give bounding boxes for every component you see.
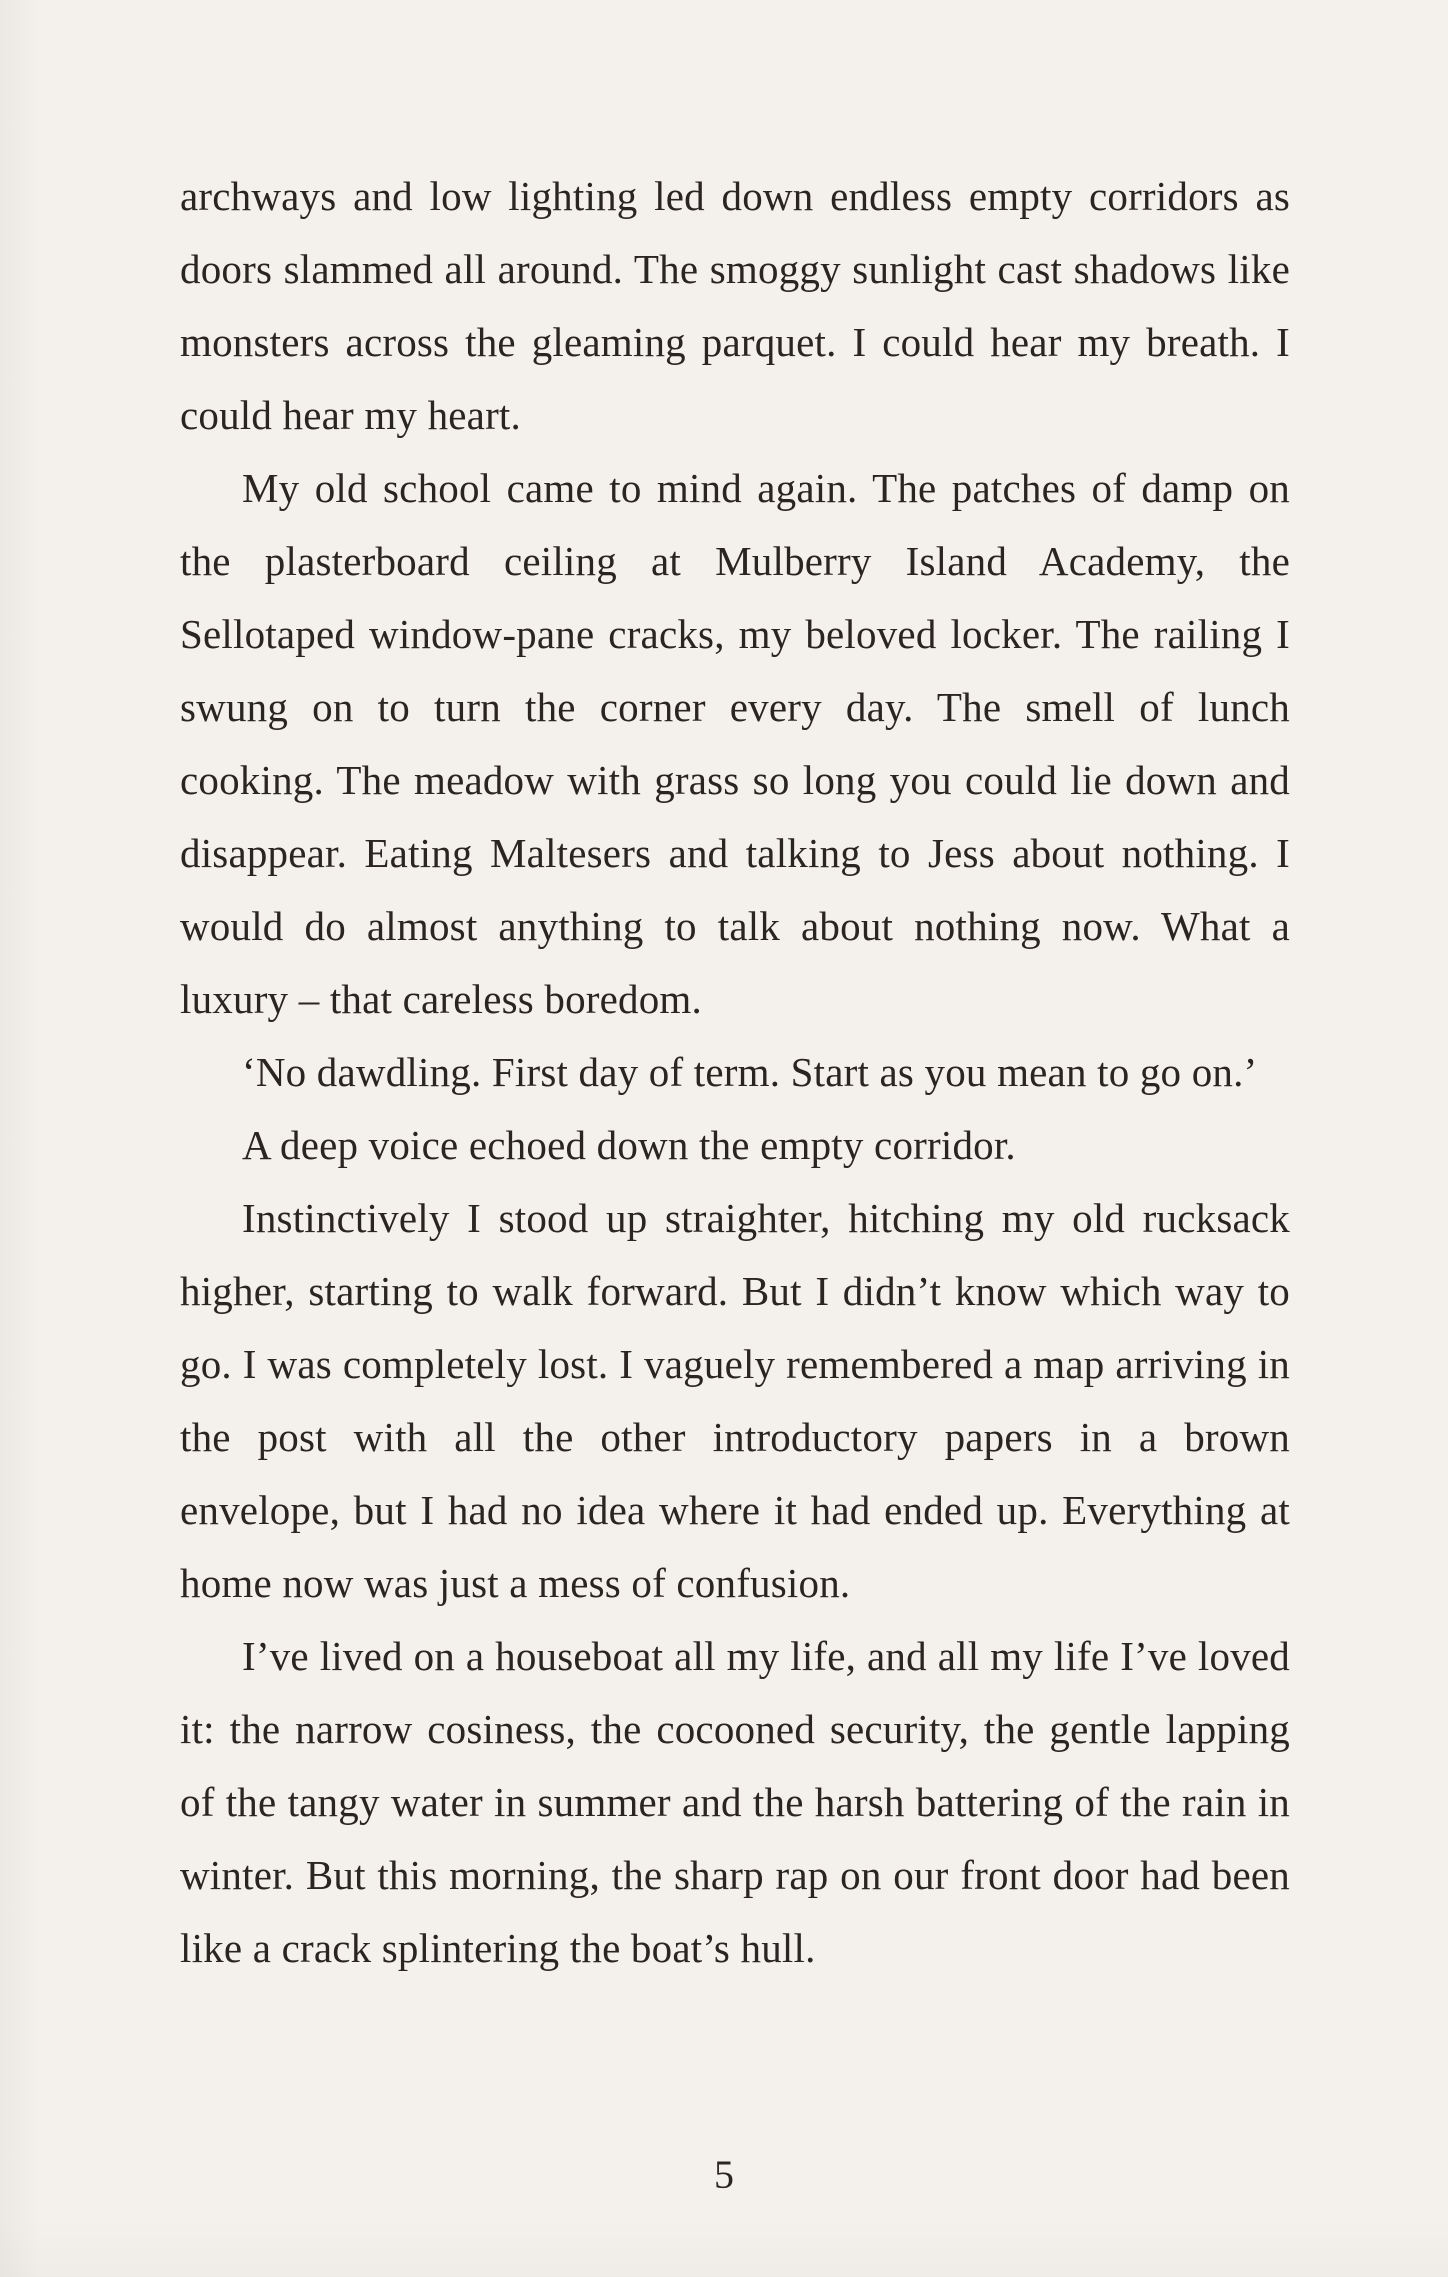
page-number: 5 <box>714 2152 734 2197</box>
paragraph-dialogue: ‘No dawdling. First day of term. Start as you mean to go on.’ <box>242 1049 1258 1095</box>
paragraph: I’ve lived on a houseboat all my life, and all my life I’ve loved it: the narrow cosiness, the cocooned security, the gentle lapping of the tangy water in summer and the harsh battering of the rain in winter. But this morning, the sharp rap on our front door had been like a crack splintering the boat’s hull. <box>180 1633 1290 1971</box>
paragraph: My old school came to mind again. The patches of damp on the plasterboard ceiling at Mulberry Island Academy, the Sellotaped window-pane cracks, my beloved locker. The railing I swung on to turn the corner every day. The smell of lunch cooking. The meadow with grass so long you could lie down and disappear. Eating Maltesers and talking to Jess about nothing. I would do almost anything to talk about nothing now. What a luxury – that careless boredom. <box>180 465 1290 1022</box>
body-text <box>180 160 1290 1985</box>
paragraph: Instinctively I stood up straighter, hitching my old rucksack higher, starting to walk forward. But I didn’t know which way to go. I was completely lost. I vaguely remembered a map arriving in the post with all the other introductory papers in a brown envelope, but I had no idea where it had ended up. Everything at home now was just a mess of confusion. <box>180 1195 1290 1606</box>
paragraph-continued: archways and low lighting led down endless empty corridors as doors slammed all around. The smoggy sunlight cast shadows like monsters across the gleaming parquet. I could hear my breath. I could hear my heart. <box>180 173 1290 438</box>
paragraph: A deep voice echoed down the empty corridor. <box>242 1122 1016 1168</box>
